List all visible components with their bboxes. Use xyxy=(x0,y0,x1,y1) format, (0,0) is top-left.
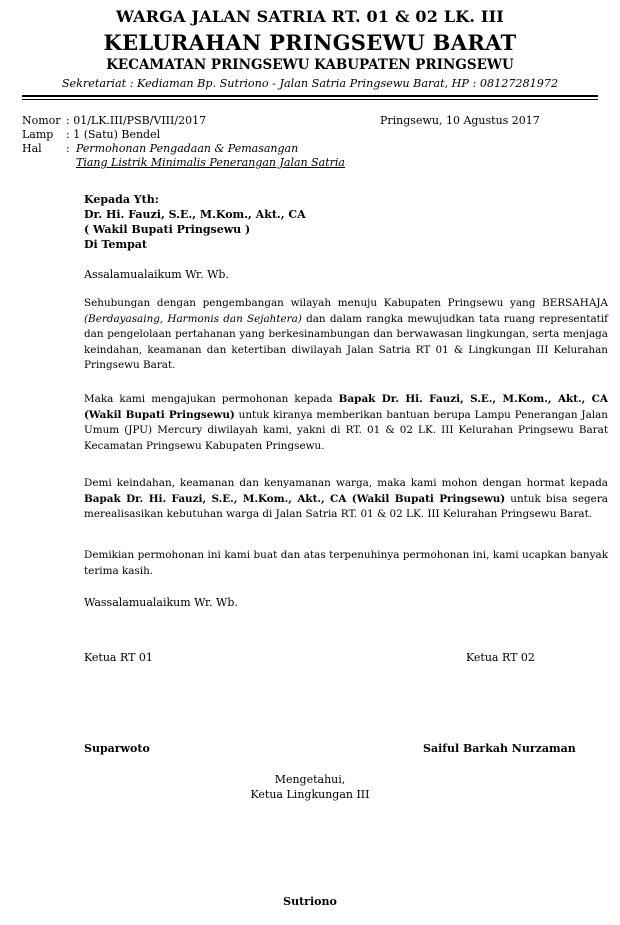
hal-subject-line-1: Permohonan Pengadaan & Pemasangan xyxy=(76,142,299,155)
lamp-value: : 1 (Satu) Bendel xyxy=(66,128,161,141)
acknowledgement-name: Sutriono xyxy=(283,895,337,908)
paragraph-2-part-a: Maka kami mengajukan permohonan kepada xyxy=(84,393,339,405)
acknowledgement-title: Ketua Lingkungan III xyxy=(250,788,370,801)
nomor-value: : 01/LK.III/PSB/VIII/2017 xyxy=(66,114,207,127)
letterhead-line-3: KECAMATAN PRINGSEWU KABUPATEN PRINGSEWU xyxy=(106,57,514,73)
hal-subject-line-2: Tiang Listrik Minimalis Penerangan Jalan Satria xyxy=(76,156,345,169)
greeting: Assalamualaikum Wr. Wb. xyxy=(84,268,229,281)
letterhead-secretariat: Sekretariat : Kediaman Bp. Sutriono - Jalan Satria Pringsewu Barat, HP : 08127281972 xyxy=(61,77,559,90)
recipient-place: Di Tempat xyxy=(84,238,148,251)
recipient-salutation: Kepada Yth: xyxy=(84,193,159,206)
paragraph-4: Demikian permohonan ini kami buat dan atas terpenuhinya permohonan ini, kami ucapkan banyak terima kasih. xyxy=(84,549,608,577)
letterhead-rule-thick xyxy=(22,95,598,97)
recipient-title: ( Wakil Bupati Pringsewu ) xyxy=(84,223,251,236)
letterhead-line-1: WARGA JALAN SATRIA RT. 01 & 02 LK. III xyxy=(116,7,504,26)
letterhead-line-2: KELURAHAN PRINGSEWU BARAT xyxy=(103,30,517,55)
paragraph-3-part-c: untuk bisa segera merealisasikan kebutuhan warga di Jalan Satria RT. 01 & 02 LK. III Kelurahan Pringsewu Barat. xyxy=(84,492,608,520)
lamp-label: Lamp xyxy=(22,128,54,141)
acknowledgement-label: Mengetahui, xyxy=(274,773,346,786)
paragraph-1-part-a: Sehubungan dengan pengembangan wilayah menuju Kabupaten Pringsewu yang BERSAHAJA xyxy=(84,297,608,309)
recipient-name: Dr. Hi. Fauzi, S.E., M.Kom., Akt., CA xyxy=(84,208,306,221)
place-date: Pringsewu, 10 Agustus 2017 xyxy=(380,114,540,127)
paragraph-2-part-c: untuk kiranya memberikan bantuan berupa Lampu Penerangan Jalan Umum (JPU) Mercury diwilayah kami, yakni di RT. 01 & 02 LK. III Kelurahan Pringsewu Barat Kecamatan Pringsewu Kabupaten Pringsewu. xyxy=(84,408,608,452)
paragraph-2-addressee: Bapak Dr. Hi. Fauzi, S.E., M.Kom., Akt., CA (Wakil Bupati Pringsewu) xyxy=(84,393,608,421)
hal-label: Hal xyxy=(22,142,42,155)
paragraph-3-addressee: Bapak Dr. Hi. Fauzi, S.E., M.Kom., Akt., CA (Wakil Bupati Pringsewu) xyxy=(84,492,506,505)
hal-separator: : xyxy=(66,142,70,155)
paragraph-1-part-c: dan dalam rangka mewujudkan tata ruang representatif dan pengelolaan pertahanan yang berkesinambungan dan berwawasan lingkungan, serta menjaga keindahan, keamanan dan ketertiban diwilayah Jalan Satria RT 01 & Lingkungan III Kelurahan Pringsewu Barat. xyxy=(84,312,608,371)
signature-left-title: Ketua RT 01 xyxy=(84,651,153,664)
paragraph-1-bersahaja-meaning: (Berdayasaing, Harmonis dan Sejahtera) xyxy=(84,312,302,325)
closing: Wassalamualaikum Wr. Wb. xyxy=(84,596,238,609)
nomor-label: Nomor xyxy=(22,114,61,127)
signature-right-title: Ketua RT 02 xyxy=(466,651,535,664)
signature-right-name: Saiful Barkah Nurzaman xyxy=(423,742,576,755)
signature-left-name: Suparwoto xyxy=(84,742,150,755)
paragraph-3 xyxy=(84,476,608,523)
paragraph-3-part-a: Demi keindahan, keamanan dan kenyamanan warga, maka kami mohon dengan hormat kepada xyxy=(84,477,608,489)
paragraph-2 xyxy=(84,392,608,454)
letterhead-rule-thin xyxy=(22,99,598,100)
paragraph-1 xyxy=(84,296,608,374)
